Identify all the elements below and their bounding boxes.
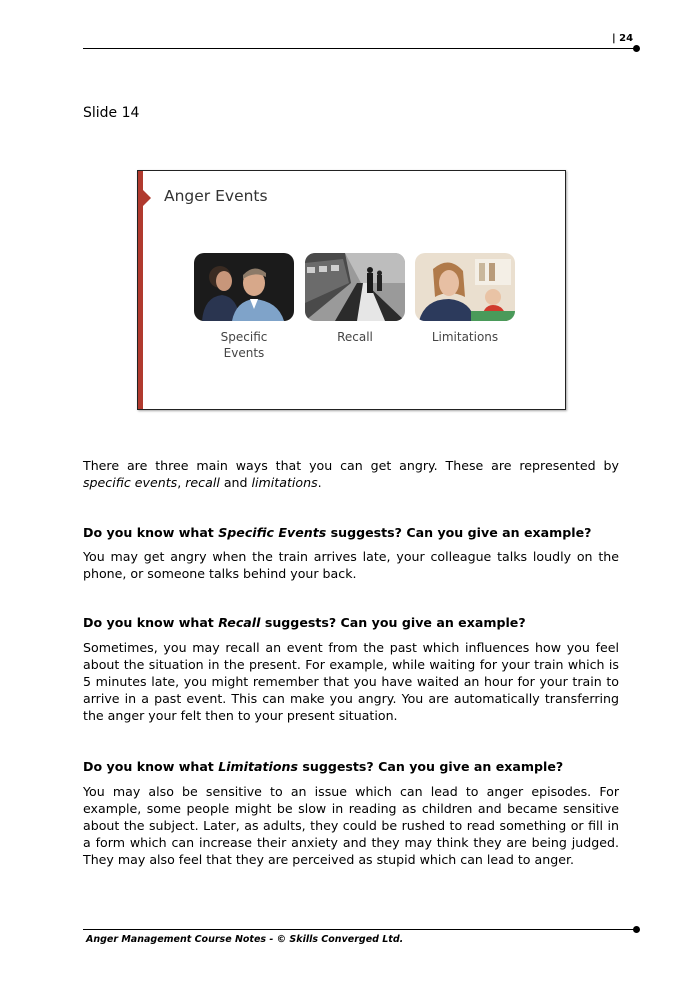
page-number: | 24 — [612, 33, 634, 44]
question-limitations: Do you know what Limitations suggests? Can you give an example? — [83, 759, 564, 774]
intro-paragraph: There are three main ways that you can get angry. These are represented by specific events, recall and limitations. — [83, 458, 619, 490]
tile-label-limitations: Limitations — [431, 330, 499, 344]
answer-recall: Sometimes, you may recall an event from the past which influences how you feel about the situation in the present. For example, while waiting for your train which is 5 minutes late, you might remember that you have waited an hour for your train to arrive in a past event. This can make you angry. You are automatically transferring the anger your felt then to your present situation. — [83, 640, 619, 723]
train-platform-photo — [305, 253, 405, 321]
tile-label-specific-events: Specific Events — [220, 330, 268, 360]
tile-label-recall: Recall — [337, 330, 373, 344]
footer-rule-dot — [633, 926, 640, 933]
footer-rule — [83, 929, 637, 930]
slide-accent-triangle — [143, 190, 151, 206]
people-whispering-photo — [194, 253, 294, 321]
woman-with-child-photo — [415, 253, 515, 321]
slide-thumbnail — [137, 170, 566, 410]
header-rule-dot — [633, 45, 640, 52]
question-recall: Do you know what Recall suggests? Can you give an example? — [83, 615, 526, 630]
answer-limitations: You may also be sensitive to an issue which can lead to anger episodes. For example, some people might be slow in reading as children and became sensitive about the subject. Later, as adults, they could be rushed to read something or fill in a form which can increase their anxiety and they may think they are being judged. They may also feel that they are perceived as stupid which can lead to anger. — [83, 784, 619, 867]
footer-text: Anger Management Course Notes - © Skills Converged Ltd. — [86, 934, 404, 945]
slide-label: Slide 14 — [83, 105, 140, 121]
answer-specific-events: You may get angry when the train arrives late, your colleague talks loudly on the phone, or someone talks behind your back. — [83, 549, 619, 581]
header-rule — [83, 48, 637, 49]
slide-accent-bar — [138, 171, 143, 409]
question-specific-events: Do you know what Specific Events suggests? Can you give an example? — [83, 525, 592, 540]
slide-title: Anger Events — [164, 187, 268, 205]
